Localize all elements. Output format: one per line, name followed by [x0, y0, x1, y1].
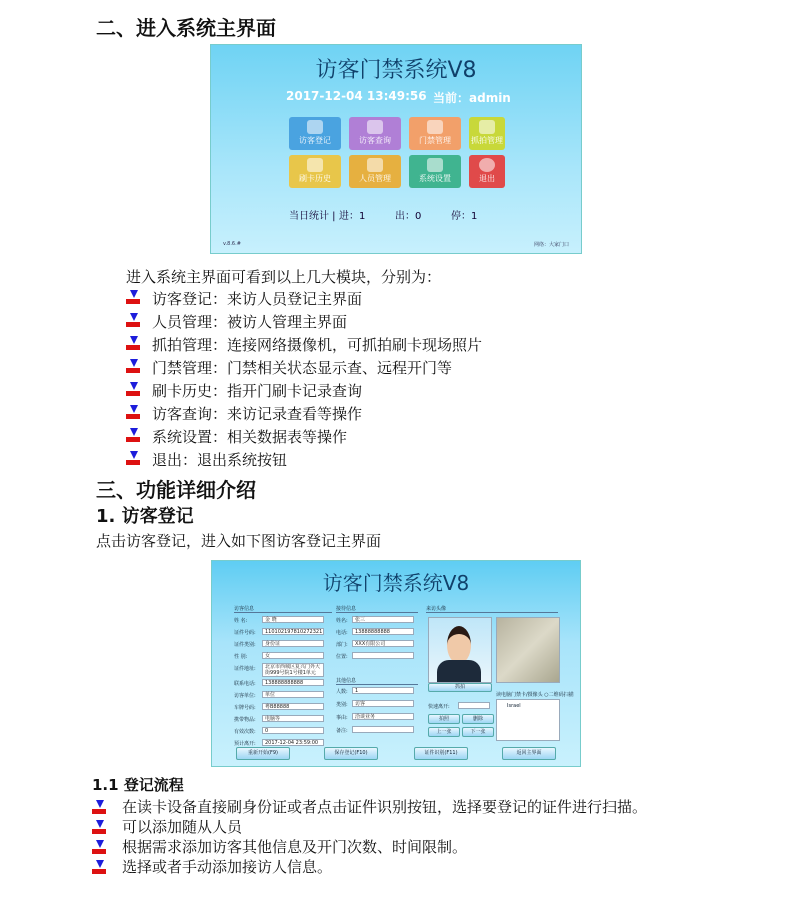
id-number-field[interactable]: 110102197810272321 — [262, 628, 324, 635]
gender-select[interactable]: 女 — [262, 652, 324, 659]
people-count-field[interactable]: 1 — [352, 687, 414, 694]
bullet-icon — [126, 405, 142, 421]
list-item — [126, 380, 686, 403]
back-main-button[interactable]: 返回主界面 — [502, 747, 556, 760]
tile-label: 门禁管理 — [419, 136, 451, 145]
plate-field[interactable]: 粤B88888 — [262, 703, 324, 710]
list-item[interactable]: Israel — [507, 703, 521, 709]
module-list — [126, 288, 686, 472]
field-label: 事由: — [336, 715, 348, 721]
tile-label: 刷卡历史 — [299, 174, 331, 183]
field-label: 备注: — [336, 728, 348, 734]
list-item-text: 系统设置：相关数据表等操作 — [152, 428, 348, 446]
field-label: 访客单位: — [234, 693, 256, 699]
daily-stats-stay: 停：1 — [451, 211, 478, 222]
intro-text: 进入系统主界面可看到以上几大模块，分别为： — [126, 268, 442, 286]
list-item-text: 根据需求添加访客其他信息及开门次数、时间限制。 — [122, 838, 468, 856]
main-screen-user: 当前：admin — [433, 91, 511, 105]
tile-label: 抓拍管理 — [471, 136, 503, 145]
tile-card-history[interactable] — [289, 155, 341, 188]
section-3-heading: 三、功能详细介绍 — [96, 478, 256, 502]
person-icon — [307, 120, 323, 134]
field-label: 预计离开: — [234, 741, 256, 747]
list-item — [126, 357, 686, 380]
field-label: 证件类别: — [234, 642, 256, 648]
field-label: 姓 名: — [234, 618, 248, 624]
host-phone-field[interactable]: 13888888888 — [352, 628, 414, 635]
face-shape — [447, 626, 471, 664]
flow-list — [92, 798, 712, 876]
tile-visitor-register[interactable] — [289, 117, 341, 150]
name-field[interactable]: 金 晓 — [262, 616, 324, 623]
subsection-1-text: 点击访客登记，进入如下图访客登记主界面 — [96, 532, 382, 550]
list-item-text: 门禁管理：门禁相关状态显示查、远程开门等 — [152, 359, 453, 377]
field-label: 证件地址: — [234, 666, 256, 672]
tile-label: 退出 — [479, 174, 495, 183]
list-item-text: 在读卡设备直接刷身份证或者点击证件识别按钮，选择要登记的证件进行扫描。 — [122, 798, 648, 816]
list-item — [126, 288, 686, 311]
camera-icon — [479, 120, 495, 134]
field-label: 电话: — [336, 630, 348, 636]
footer-right-label: 网络：大家门口 — [533, 242, 569, 248]
save-register-button[interactable]: 保存登记(F10) — [324, 747, 378, 760]
tile-exit[interactable] — [469, 155, 505, 188]
version-label: v.8.6.# — [223, 241, 241, 247]
daily-stats-in: 进：1 — [339, 211, 366, 222]
list-item-text: 访客查询：来访记录查看等操作 — [152, 405, 363, 423]
bullet-icon — [92, 820, 108, 836]
person-search-icon — [367, 120, 383, 134]
field-label: 有效次数: — [234, 729, 256, 735]
register-screen-screenshot — [211, 560, 581, 767]
tile-visitor-query[interactable] — [349, 117, 401, 150]
company-field[interactable]: 单位 — [262, 691, 324, 698]
list-item — [92, 838, 712, 856]
power-icon — [479, 158, 495, 172]
category-select[interactable]: 访客 — [352, 700, 414, 707]
host-info-section: 接待信息 — [336, 605, 418, 613]
host-name-field[interactable]: 张三 — [352, 616, 414, 623]
list-item-text: 退出：退出系统按钮 — [152, 451, 288, 469]
tile-system-settings[interactable] — [409, 155, 461, 188]
list-item — [92, 858, 712, 876]
list-item-text: 可以添加随从人员 — [122, 818, 243, 836]
address-field[interactable]: 北京市西城区复兴门外大街999号院1号楼1单元 — [262, 663, 324, 677]
bullet-icon — [126, 313, 142, 329]
bullet-icon — [126, 382, 142, 398]
monitor-icon — [427, 158, 443, 172]
id-check-option[interactable]: 读电脑门禁卡/摄像头 ○二维码扫描 — [496, 692, 574, 698]
main-screen-datetime: 2017-12-04 13:49:56 — [286, 89, 427, 103]
capture-preview — [496, 617, 560, 683]
daily-stats-out: 出：0 — [395, 211, 422, 222]
list-item — [92, 818, 712, 836]
tile-door-manage[interactable] — [409, 117, 461, 150]
tile-personnel-manage[interactable] — [349, 155, 401, 188]
next-button[interactable]: 下一张 — [462, 727, 494, 737]
tile-label: 访客登记 — [299, 136, 331, 145]
bullet-icon — [126, 428, 142, 444]
register-screen-title: 访客门禁系统V8 — [322, 571, 470, 595]
restart-button[interactable]: 重新开始(F9) — [236, 747, 290, 760]
bullet-icon — [126, 336, 142, 352]
field-label: 人数: — [336, 689, 348, 695]
items-field[interactable]: 电脑等 — [262, 715, 324, 722]
list-item — [126, 426, 686, 449]
people-icon — [367, 158, 383, 172]
field-label: 联系电话: — [234, 681, 256, 687]
field-label: 部门: — [336, 642, 348, 648]
door-icon — [427, 120, 443, 134]
bullet-icon — [126, 359, 142, 375]
main-screen-title: 访客门禁系统V8 — [315, 58, 477, 83]
visitor-photo — [428, 617, 492, 683]
list-item — [126, 334, 686, 357]
list-item-text: 刷卡历史：指开门刷卡记录查询 — [152, 382, 363, 400]
quick-leave-label: 快速离开: — [428, 704, 450, 710]
leave-time-field[interactable]: 2017-12-04 23:59:00 — [262, 739, 324, 746]
list-item — [126, 403, 686, 426]
phone-field[interactable]: 138888888888 — [262, 679, 324, 686]
quick-leave-field[interactable] — [458, 702, 490, 709]
field-label: 证件号码: — [234, 630, 256, 636]
bullet-icon — [126, 290, 142, 306]
shoulders-shape — [437, 660, 481, 682]
id-type-select[interactable]: 身份证 — [262, 640, 324, 647]
tile-label: 访客查询 — [359, 136, 391, 145]
list-item — [92, 798, 712, 816]
reason-select[interactable]: 洽谈业务 — [352, 713, 414, 720]
main-screen-screenshot — [210, 44, 582, 254]
id-recognize-button[interactable]: 证件识别(F11) — [414, 747, 468, 760]
field-label: 类别: — [336, 702, 348, 708]
capture-button[interactable]: 抓拍 — [428, 683, 492, 692]
list-item-text: 选择或者手动添加接访人信息。 — [122, 858, 333, 876]
card-icon — [307, 158, 323, 172]
prev-button[interactable]: 上一张 — [428, 727, 460, 737]
field-label: 姓名: — [336, 618, 348, 624]
field-label: 携带物品: — [234, 717, 256, 723]
valid-count-field[interactable]: 0 — [262, 727, 324, 734]
delete-button[interactable]: 删除 — [462, 714, 494, 724]
field-label: 位置: — [336, 654, 348, 660]
photo-section: 来访头像 — [426, 605, 558, 613]
field-label: 车牌号码: — [234, 705, 256, 711]
bullet-icon — [92, 840, 108, 856]
bullet-icon — [92, 800, 108, 816]
section-2-heading: 二、进入系统主界面 — [96, 16, 276, 40]
subsection-1-1-heading: 1.1 登记流程 — [92, 776, 184, 794]
tile-capture-manage[interactable] — [469, 117, 505, 150]
bullet-icon — [92, 860, 108, 876]
list-item-text: 人员管理：被访人管理主界面 — [152, 313, 348, 331]
host-dept-field[interactable]: XXX有限公司 — [352, 640, 414, 647]
list-item — [126, 449, 686, 472]
list-item-text: 抓拍管理：连接网络摄像机，可抓拍刷卡现场照片 — [152, 336, 483, 354]
daily-stats-label: 当日统计 | — [289, 211, 336, 222]
tile-label: 系统设置 — [419, 174, 451, 183]
other-info-section: 其他信息 — [336, 677, 418, 685]
field-label: 性 别: — [234, 654, 248, 660]
list-item — [126, 311, 686, 334]
list-item-text: 访客登记：来访人员登记主界面 — [152, 290, 363, 308]
tile-label: 人员管理 — [359, 174, 391, 183]
subsection-1-heading: 1. 访客登记 — [96, 506, 194, 527]
companion-list[interactable] — [496, 699, 560, 741]
photo-button[interactable]: 拍照 — [428, 714, 460, 724]
remark-field[interactable] — [352, 726, 414, 733]
host-location-field[interactable] — [352, 652, 414, 659]
bullet-icon — [126, 451, 142, 467]
visitor-info-section: 访客信息 — [234, 605, 332, 613]
